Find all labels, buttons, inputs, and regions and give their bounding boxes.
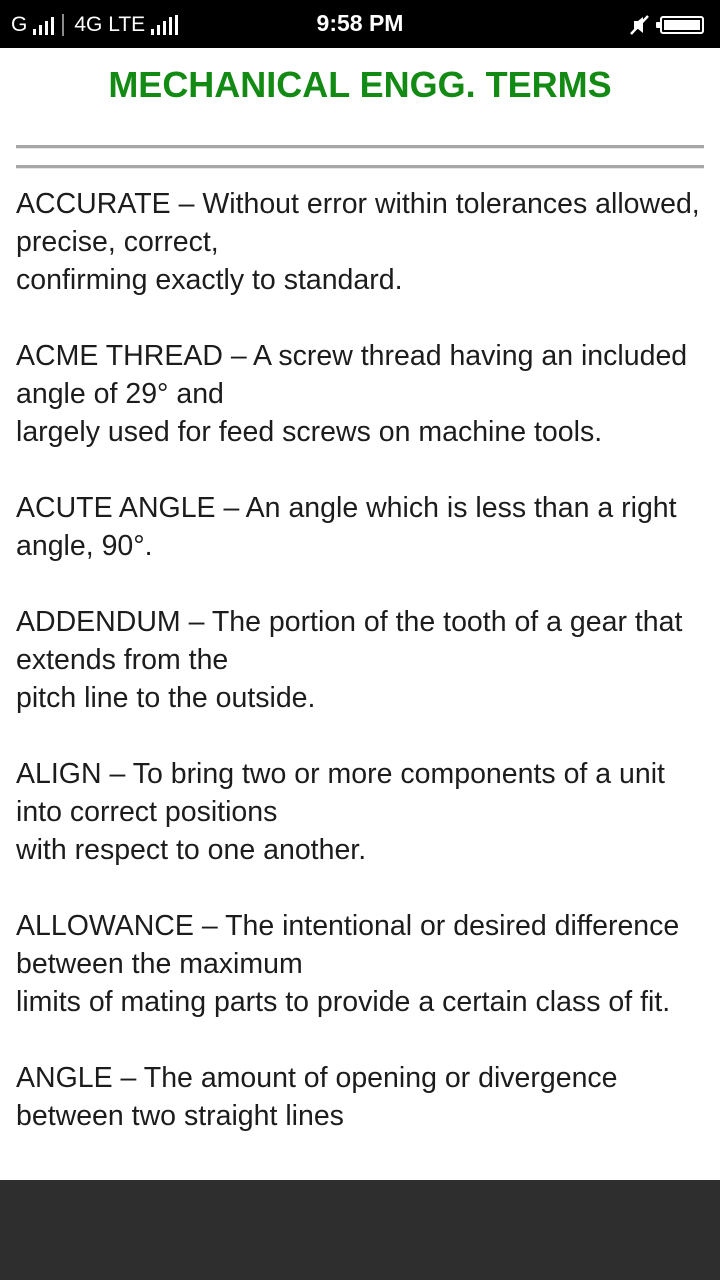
terms-list[interactable] xyxy=(16,185,706,1180)
carrier-label: G xyxy=(11,13,28,36)
term-addendum: ADDENDUM – The portion of the tooth of a gear that extends from the pitch line to the outside. xyxy=(16,606,683,714)
term-accurate: ACCURATE – Without error within tolerances allowed, precise, correct, confirming exactly to standard. xyxy=(16,188,700,296)
bottom-bar xyxy=(0,1180,720,1280)
term-allowance: ALLOWANCE – The intentional or desired difference between the maximum limits of mating parts to provide a certain class of fit. xyxy=(16,910,680,1018)
term-acme-thread: ACME THREAD – A screw thread having an included angle of 29° and largely used for feed screws on machine tools. xyxy=(16,340,688,448)
divider-top xyxy=(16,145,704,149)
network-label: 4G LTE xyxy=(74,13,146,36)
term-acute-angle: ACUTE ANGLE – An angle which is less than a right angle, 90°. xyxy=(16,492,677,562)
page-title: MECHANICAL ENGG. TERMS xyxy=(108,64,612,105)
mute-icon xyxy=(628,14,650,36)
divider-bottom xyxy=(16,165,704,169)
status-right xyxy=(628,13,704,37)
status-bar xyxy=(0,0,720,48)
battery-level xyxy=(664,20,700,30)
term-align: ALIGN – To bring two or more components of a unit into correct positions with respect to one another. xyxy=(16,758,665,866)
term-angle: ANGLE – The amount of opening or divergence between two straight lines xyxy=(16,1062,618,1132)
clock-time: 9:58 PM xyxy=(316,10,404,36)
battery-icon xyxy=(660,16,704,34)
